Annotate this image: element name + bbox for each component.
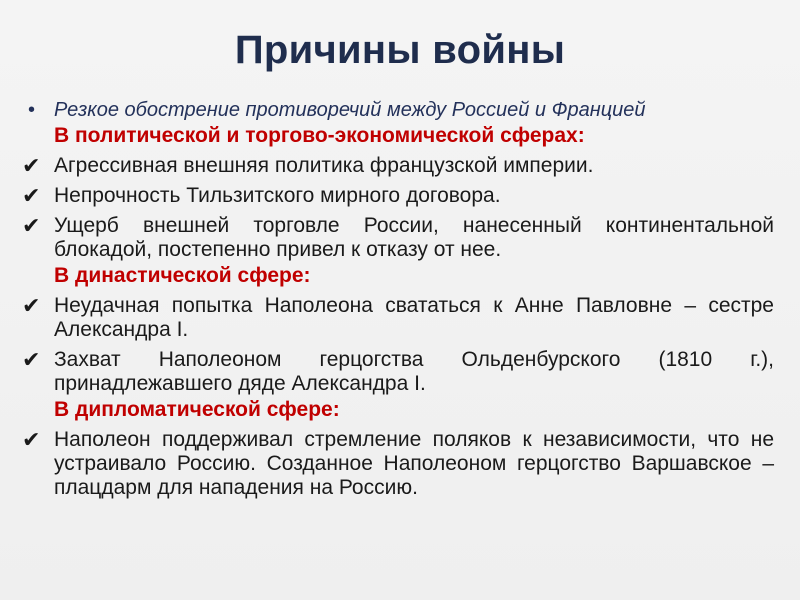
list-item (22, 214, 774, 262)
list-item (22, 154, 774, 178)
list-item (22, 348, 774, 396)
list-item-text: Неудачная попытка Наполеона свататься к Анне Павловне – сестре Александра I. (54, 294, 774, 341)
list-item (22, 428, 774, 500)
checkmark-icon: ✔ (22, 293, 41, 318)
slide-content (22, 98, 774, 500)
intro-bullet (22, 98, 774, 122)
checkmark-icon: ✔ (22, 183, 41, 208)
section-heading-text: В дипломатической сфере: (54, 398, 340, 421)
list-item-text: Наполеон поддерживал стремление поляков к независимости, что не устраивало Россию. Созданное Наполеоном герцогство Варшавское – плацдарм для нападения на Россию. (54, 428, 774, 499)
section-heading-dynastic (22, 264, 774, 288)
list-item-text: Непрочность Тильзитского мирного договора. (54, 184, 501, 207)
section-heading-political (22, 124, 774, 148)
section-heading-text: В династической сфере: (54, 264, 311, 287)
list-item-text: Агрессивная внешняя политика французской империи. (54, 154, 594, 177)
list-item (22, 294, 774, 342)
checkmark-icon: ✔ (22, 153, 41, 178)
intro-text: Резкое обострение противоречий между Россией и Францией (54, 99, 646, 121)
checkmark-icon: ✔ (22, 427, 41, 452)
list-item-text: Ущерб внешней торговле России, нанесенный континентальной блокадой, постепенно привел к отказу от нее. (54, 214, 774, 261)
list-item-text: Захват Наполеоном герцогства Ольденбурского (1810 г.), принадлежавшего дяде Александра I. (54, 348, 774, 395)
section-heading-diplomatic (22, 398, 774, 422)
list-item (22, 184, 774, 208)
slide-title: Причины войны (234, 28, 566, 72)
section-heading-text: В политической и торгово-экономической сферах: (54, 124, 585, 147)
checkmark-icon: ✔ (22, 347, 41, 372)
bullet-icon: • (28, 99, 36, 121)
checkmark-icon: ✔ (22, 213, 41, 238)
